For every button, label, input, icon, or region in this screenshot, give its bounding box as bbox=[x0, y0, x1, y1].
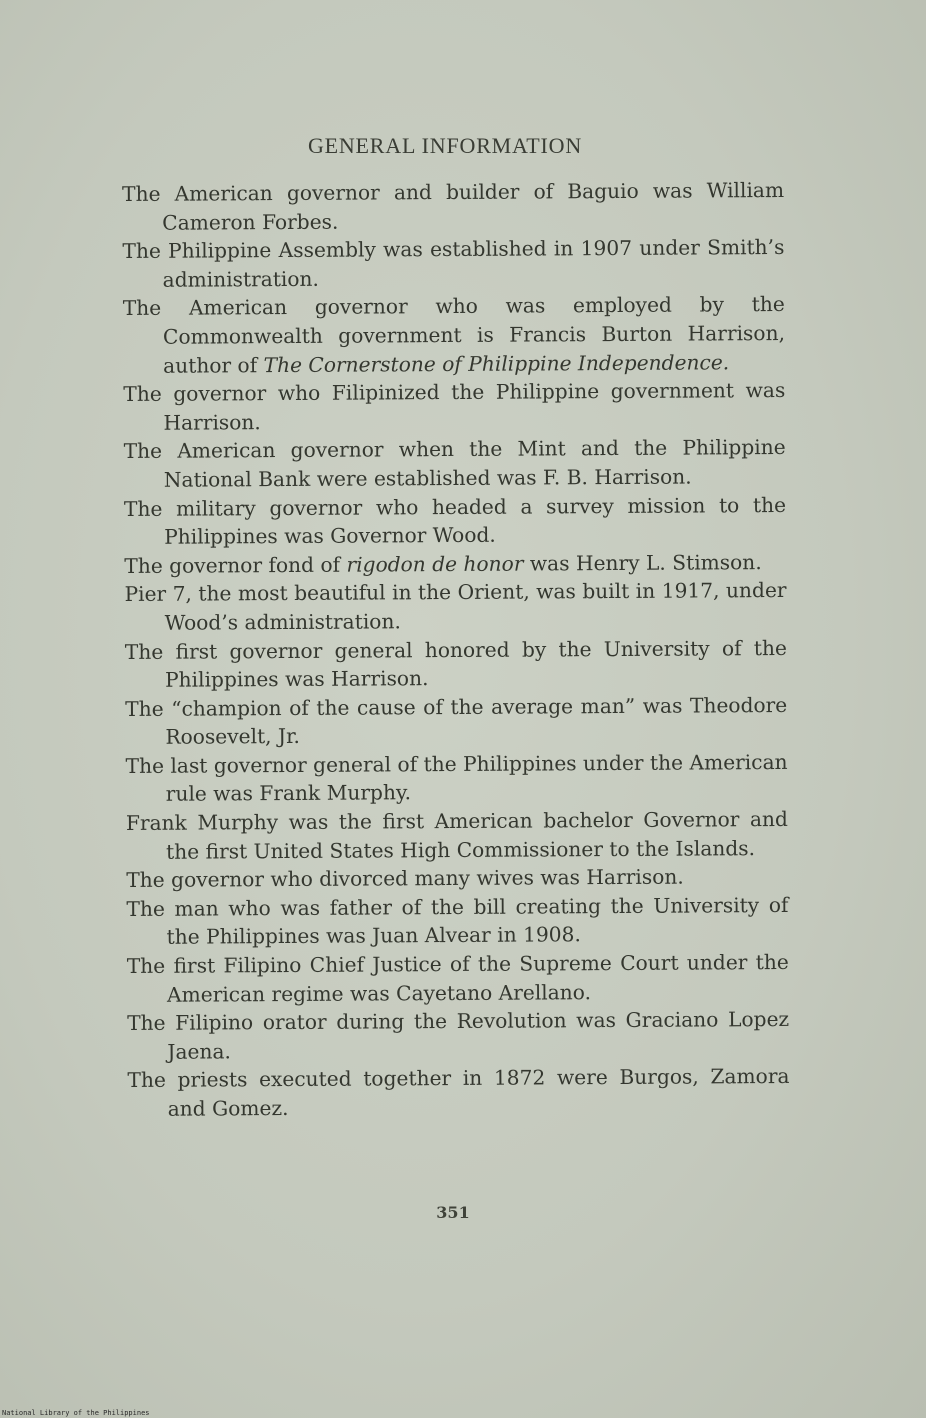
entry-4: The governor who Filipinized the Philippine government was Harrison. bbox=[123, 378, 786, 435]
entry-8: Pier 7, the most beautiful in the Orient, was built in 1917, under Wood’s administration. bbox=[124, 578, 787, 635]
entry-7: The governor fond of rigodon de honor was Henry L. Stimson. bbox=[124, 549, 762, 578]
footer-credit: National Library of the Philippines bbox=[2, 1409, 150, 1417]
entry-14: The man who was father of the bill creating the University of the Philippines was Juan Alvear in 1908. bbox=[126, 892, 789, 950]
entry-6: The military governor who headed a survey mission to the Philippines was Governor Wood. bbox=[123, 492, 787, 549]
entry-12: Frank Murphy was the first American bachelor Governor and the first United States High Commissioner to the Islands. bbox=[125, 807, 788, 864]
page-number: 351 bbox=[436, 1203, 470, 1222]
entry-2: The Philippine Assembly was established in 1907 under Smith’s administration. bbox=[122, 235, 785, 292]
entry-15: The first Filipino Chief Justice of the Supreme Court under the American regime was Cayetano Arellano. bbox=[126, 949, 789, 1007]
entry-10: The “champion of the cause of the average man” was Theodore Roosevelt, Jr. bbox=[125, 692, 788, 750]
entry-5: The American governor when the Mint and the Philippine National Bank were established was F. B. Harrison. bbox=[123, 435, 786, 492]
entry-16: The Filipino orator during the Revolution was Graciano Lopez Jaena. bbox=[127, 1007, 790, 1064]
entry-17: The priests executed together in 1872 were Burgos, Zamora and Gomez. bbox=[127, 1064, 790, 1121]
entry-9: The first governor general honored by the University of the Philippines was Harrison. bbox=[124, 635, 787, 692]
entry-13: The governor who divorced many wives was Harrison. bbox=[126, 864, 684, 893]
entry-list bbox=[122, 176, 790, 1124]
entry-3: The American governor who was employed by the Commonwealth government is Francis Burton Harrison, author of The Cornerstone of Philippine Independence. bbox=[122, 292, 786, 378]
page-heading: GENERAL INFORMATION bbox=[307, 133, 583, 158]
entry-11: The last governor general of the Philippines under the American rule was Frank Murphy. bbox=[125, 749, 788, 807]
entry-1: The American governor and builder of Baguio was William Cameron Forbes. bbox=[122, 177, 785, 235]
